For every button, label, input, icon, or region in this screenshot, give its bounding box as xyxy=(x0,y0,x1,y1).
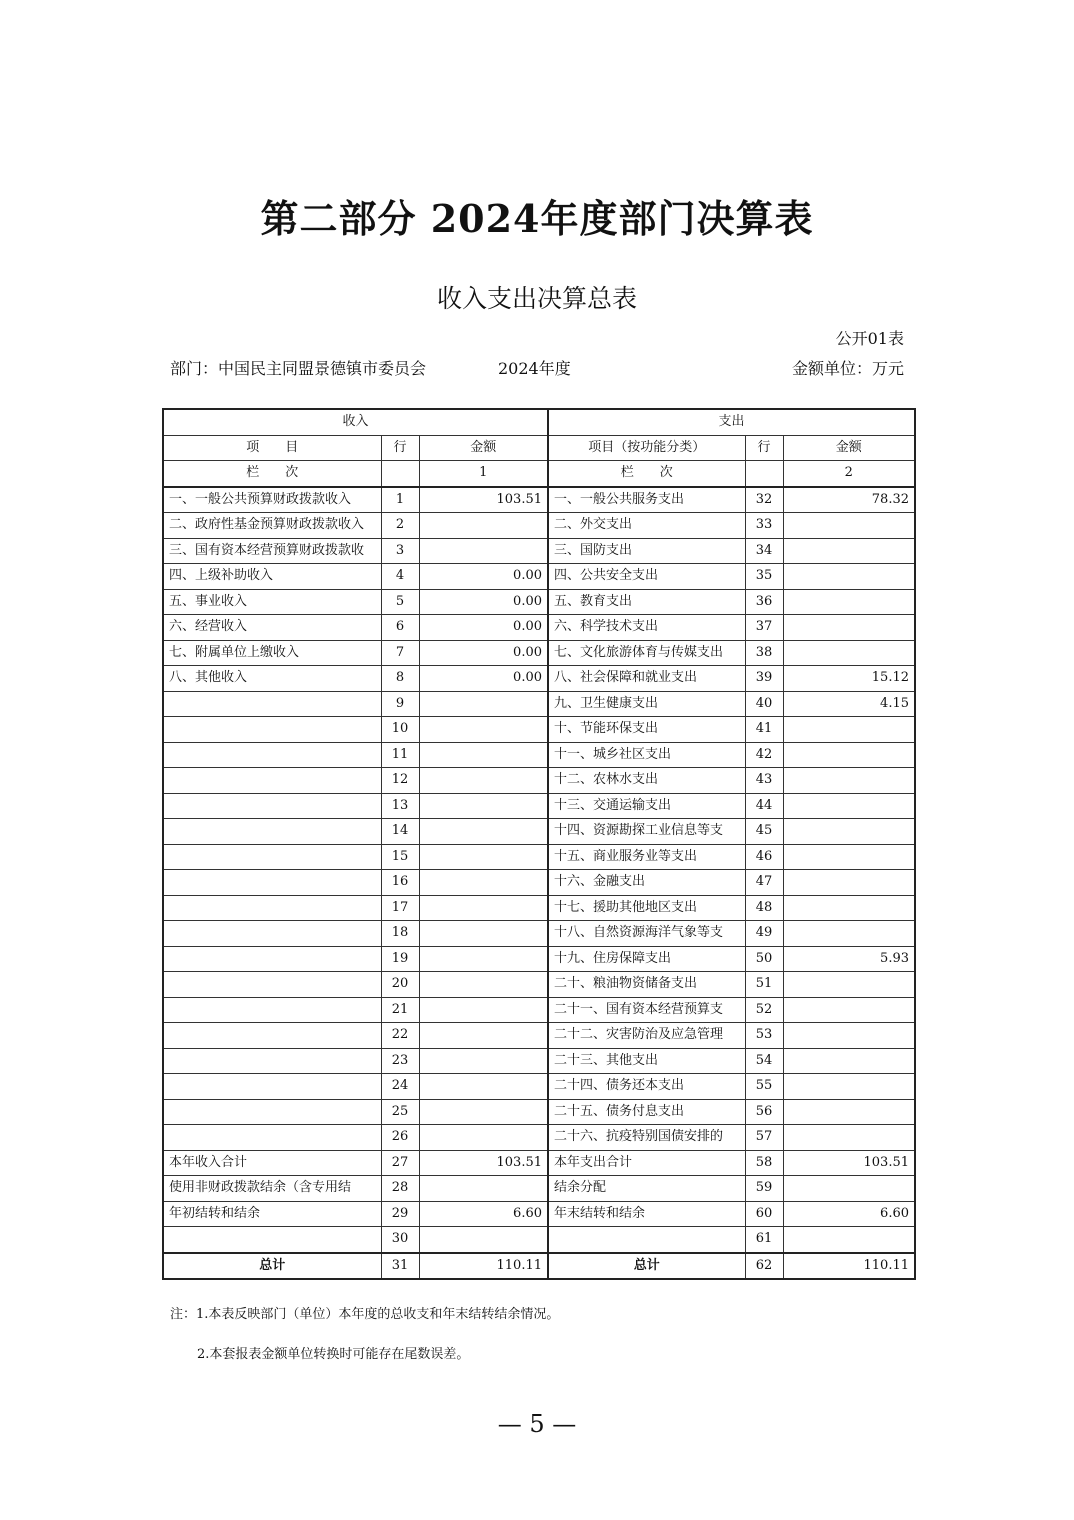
income-row-number: 24 xyxy=(381,1074,419,1100)
note-2: 2.本套报表金额单位转换时可能存在尾数误差。 xyxy=(197,1347,470,1362)
income-amount: 103.51 xyxy=(419,487,548,513)
col-label-2: 栏 次 xyxy=(548,461,745,487)
table-row xyxy=(163,564,915,590)
expense-amount xyxy=(783,1074,915,1100)
expense-amount xyxy=(783,972,915,998)
income-item xyxy=(163,1023,381,1049)
section-header-row xyxy=(163,409,915,435)
income-item xyxy=(163,717,381,743)
income-item xyxy=(163,819,381,845)
income-item: 六、经营收入 xyxy=(163,615,381,641)
expense-row-number: 59 xyxy=(745,1176,783,1202)
notes xyxy=(170,1303,559,1383)
expense-row-number: 38 xyxy=(745,640,783,666)
table-row xyxy=(163,1227,915,1253)
table-row xyxy=(163,666,915,692)
income-row-number: 11 xyxy=(381,742,419,768)
col-amount-2: 金额 xyxy=(783,435,915,461)
expense-row-number: 55 xyxy=(745,1074,783,1100)
income-row-number: 27 xyxy=(381,1150,419,1176)
income-row-number: 6 xyxy=(381,615,419,641)
expense-item: 十、节能环保支出 xyxy=(548,717,745,743)
expense-row-number: 57 xyxy=(745,1125,783,1151)
income-row-number: 3 xyxy=(381,538,419,564)
expense-amount xyxy=(783,895,915,921)
expense-amount xyxy=(783,819,915,845)
table-row xyxy=(163,1201,915,1227)
table-row xyxy=(163,487,915,513)
income-item xyxy=(163,768,381,794)
expense-row-number: 49 xyxy=(745,921,783,947)
expense-row-number: 33 xyxy=(745,513,783,539)
expense-row-number: 42 xyxy=(745,742,783,768)
income-row-number: 2 xyxy=(381,513,419,539)
income-row-number: 25 xyxy=(381,1099,419,1125)
expense-item: 十三、交通运输支出 xyxy=(548,793,745,819)
col-num-empty-1 xyxy=(381,461,419,487)
table-row xyxy=(163,972,915,998)
income-row-number: 1 xyxy=(381,487,419,513)
income-amount xyxy=(419,793,548,819)
expense-amount xyxy=(783,1176,915,1202)
expense-item: 二十、粮油物资储备支出 xyxy=(548,972,745,998)
expense-item: 十六、金融支出 xyxy=(548,870,745,896)
income-amount xyxy=(419,717,548,743)
income-row-number: 13 xyxy=(381,793,419,819)
income-row-number: 23 xyxy=(381,1048,419,1074)
expense-item: 四、公共安全支出 xyxy=(548,564,745,590)
income-amount: 6.60 xyxy=(419,1201,548,1227)
expense-row-number: 43 xyxy=(745,768,783,794)
expense-amount xyxy=(783,1023,915,1049)
expense-item: 七、文化旅游体育与传媒支出 xyxy=(548,640,745,666)
expense-row-number: 41 xyxy=(745,717,783,743)
expense-amount xyxy=(783,921,915,947)
col-num-empty-2 xyxy=(745,461,783,487)
income-amount xyxy=(419,1227,548,1253)
expense-row-number: 44 xyxy=(745,793,783,819)
income-amount xyxy=(419,1125,548,1151)
expense-row-number: 54 xyxy=(745,1048,783,1074)
expense-row-number: 45 xyxy=(745,819,783,845)
expense-amount: 103.51 xyxy=(783,1150,915,1176)
income-row-number: 15 xyxy=(381,844,419,870)
income-amount xyxy=(419,895,548,921)
expense-item: 二十三、其他支出 xyxy=(548,1048,745,1074)
income-row-number: 14 xyxy=(381,819,419,845)
income-amount: 0.00 xyxy=(419,589,548,615)
department-label: 部门：中国民主同盟景德镇市委员会 xyxy=(170,359,427,378)
expense-row-number: 53 xyxy=(745,1023,783,1049)
income-item xyxy=(163,742,381,768)
income-row-number: 22 xyxy=(381,1023,419,1049)
table-row xyxy=(163,1048,915,1074)
income-item: 本年收入合计 xyxy=(163,1150,381,1176)
column-number-row xyxy=(163,461,915,487)
expense-row-number: 35 xyxy=(745,564,783,590)
table-row xyxy=(163,538,915,564)
expense-item: 一、一般公共服务支出 xyxy=(548,487,745,513)
income-amount xyxy=(419,870,548,896)
income-row-number: 30 xyxy=(381,1227,419,1253)
total-row xyxy=(163,1253,915,1280)
income-amount xyxy=(419,972,548,998)
expense-row-number: 34 xyxy=(745,538,783,564)
income-amount: 0.00 xyxy=(419,640,548,666)
income-amount xyxy=(419,1074,548,1100)
income-item: 一、一般公共预算财政拨款收入 xyxy=(163,487,381,513)
table-row xyxy=(163,768,915,794)
expense-item: 十五、商业服务业等支出 xyxy=(548,844,745,870)
income-expense-table xyxy=(162,408,916,1280)
income-row-number: 9 xyxy=(381,691,419,717)
expense-amount xyxy=(783,768,915,794)
table-row xyxy=(163,691,915,717)
income-item: 八、其他收入 xyxy=(163,666,381,692)
income-item: 三、国有资本经营预算财政拨款收 xyxy=(163,538,381,564)
income-item xyxy=(163,997,381,1023)
income-item xyxy=(163,1099,381,1125)
table-row xyxy=(163,640,915,666)
income-row-number: 7 xyxy=(381,640,419,666)
expense-item: 二十五、债务付息支出 xyxy=(548,1099,745,1125)
expense-item: 六、科学技术支出 xyxy=(548,615,745,641)
income-item: 使用非财政拨款结余（含专用结 xyxy=(163,1176,381,1202)
income-item xyxy=(163,691,381,717)
income-amount xyxy=(419,768,548,794)
expense-row-number: 61 xyxy=(745,1227,783,1253)
income-row-number: 26 xyxy=(381,1125,419,1151)
expense-row-number: 52 xyxy=(745,997,783,1023)
income-item xyxy=(163,921,381,947)
expense-item: 十二、农林水支出 xyxy=(548,768,745,794)
expense-row-number: 50 xyxy=(745,946,783,972)
income-amount: 0.00 xyxy=(419,666,548,692)
expense-item: 二十四、债务还本支出 xyxy=(548,1074,745,1100)
income-item: 七、附属单位上缴收入 xyxy=(163,640,381,666)
income-amount xyxy=(419,819,548,845)
table-row xyxy=(163,1099,915,1125)
expense-item: 二、外交支出 xyxy=(548,513,745,539)
expense-total-amount: 110.11 xyxy=(783,1253,915,1280)
income-item xyxy=(163,1125,381,1151)
expense-amount xyxy=(783,615,915,641)
income-row-number: 10 xyxy=(381,717,419,743)
expense-row-number: 51 xyxy=(745,972,783,998)
income-item xyxy=(163,1227,381,1253)
income-total-label: 总计 xyxy=(163,1253,381,1280)
table-row xyxy=(163,921,915,947)
table-row xyxy=(163,1176,915,1202)
table-row xyxy=(163,717,915,743)
expense-item: 十八、自然资源海洋气象等支 xyxy=(548,921,745,947)
income-item xyxy=(163,972,381,998)
expense-item: 年末结转和结余 xyxy=(548,1201,745,1227)
income-row-number: 28 xyxy=(381,1176,419,1202)
expense-row-number: 60 xyxy=(745,1201,783,1227)
expense-item: 结余分配 xyxy=(548,1176,745,1202)
expense-amount xyxy=(783,1099,915,1125)
col-row: 行 xyxy=(381,435,419,461)
expense-row-number: 36 xyxy=(745,589,783,615)
income-row-number: 8 xyxy=(381,666,419,692)
table-row xyxy=(163,946,915,972)
income-item xyxy=(163,895,381,921)
page-number: — 5 — xyxy=(497,1410,577,1438)
income-amount xyxy=(419,997,548,1023)
income-amount xyxy=(419,513,548,539)
expense-amount xyxy=(783,640,915,666)
table-title: 收入支出决算总表 xyxy=(436,284,637,313)
table-row xyxy=(163,1074,915,1100)
page-title: 第二部分 2024年度部门决算表 xyxy=(260,196,814,241)
expense-amount xyxy=(783,870,915,896)
income-amount xyxy=(419,844,548,870)
expense-item: 十九、住房保障支出 xyxy=(548,946,745,972)
expense-total-row-number: 62 xyxy=(745,1253,783,1280)
expense-header: 支出 xyxy=(548,409,915,435)
income-row-number: 12 xyxy=(381,768,419,794)
expense-amount xyxy=(783,1125,915,1151)
expense-row-number: 48 xyxy=(745,895,783,921)
expense-amount xyxy=(783,1227,915,1253)
expense-total-label: 总计 xyxy=(548,1253,745,1280)
table-row xyxy=(163,1150,915,1176)
income-item: 二、政府性基金预算财政拨款收入 xyxy=(163,513,381,539)
expense-item: 十七、援助其他地区支出 xyxy=(548,895,745,921)
unit-label: 金额单位：万元 xyxy=(791,359,904,378)
income-amount xyxy=(419,1099,548,1125)
table-row xyxy=(163,513,915,539)
expense-amount: 4.15 xyxy=(783,691,915,717)
table-row xyxy=(163,895,915,921)
expense-amount xyxy=(783,589,915,615)
income-item: 五、事业收入 xyxy=(163,589,381,615)
col-amount: 金额 xyxy=(419,435,548,461)
col-item-func: 项目（按功能分类） xyxy=(548,435,745,461)
income-row-number: 17 xyxy=(381,895,419,921)
income-row-number: 19 xyxy=(381,946,419,972)
expense-amount: 15.12 xyxy=(783,666,915,692)
expense-item: 十四、资源勘探工业信息等支 xyxy=(548,819,745,845)
form-number: 公开01表 xyxy=(835,329,904,348)
table-row xyxy=(163,1125,915,1151)
expense-row-number: 40 xyxy=(745,691,783,717)
income-row-number: 20 xyxy=(381,972,419,998)
income-item: 年初结转和结余 xyxy=(163,1201,381,1227)
expense-amount xyxy=(783,1048,915,1074)
expense-item: 五、教育支出 xyxy=(548,589,745,615)
expense-item: 八、社会保障和就业支出 xyxy=(548,666,745,692)
table-row xyxy=(163,793,915,819)
expense-amount xyxy=(783,793,915,819)
income-item xyxy=(163,870,381,896)
expense-amount xyxy=(783,742,915,768)
income-item: 四、上级补助收入 xyxy=(163,564,381,590)
table-row xyxy=(163,589,915,615)
table-row xyxy=(163,997,915,1023)
col-item: 项 目 xyxy=(163,435,381,461)
expense-amount: 78.32 xyxy=(783,487,915,513)
col-label-1: 栏 次 xyxy=(163,461,381,487)
expense-item xyxy=(548,1227,745,1253)
table-row xyxy=(163,870,915,896)
expense-row-number: 58 xyxy=(745,1150,783,1176)
expense-row-number: 46 xyxy=(745,844,783,870)
expense-amount xyxy=(783,997,915,1023)
income-row-number: 4 xyxy=(381,564,419,590)
income-row-number: 18 xyxy=(381,921,419,947)
income-amount xyxy=(419,1176,548,1202)
income-item xyxy=(163,844,381,870)
income-amount: 0.00 xyxy=(419,564,548,590)
expense-amount: 5.93 xyxy=(783,946,915,972)
income-row-number: 29 xyxy=(381,1201,419,1227)
expense-row-number: 56 xyxy=(745,1099,783,1125)
income-header: 收入 xyxy=(163,409,548,435)
income-row-number: 5 xyxy=(381,589,419,615)
expense-item: 二十二、灾害防治及应急管理 xyxy=(548,1023,745,1049)
expense-item: 本年支出合计 xyxy=(548,1150,745,1176)
note-1: 注：1.本表反映部门（单位）本年度的总收支和年末结转结余情况。 xyxy=(170,1307,560,1322)
table-row xyxy=(163,844,915,870)
expense-amount xyxy=(783,538,915,564)
expense-amount xyxy=(783,844,915,870)
income-amount xyxy=(419,742,548,768)
income-item xyxy=(163,793,381,819)
income-item xyxy=(163,1048,381,1074)
col-num-2: 2 xyxy=(783,461,915,487)
expense-item: 九、卫生健康支出 xyxy=(548,691,745,717)
income-total-amount: 110.11 xyxy=(419,1253,548,1280)
col-row-2: 行 xyxy=(745,435,783,461)
income-item xyxy=(163,946,381,972)
expense-row-number: 39 xyxy=(745,666,783,692)
expense-row-number: 37 xyxy=(745,615,783,641)
expense-item: 二十六、抗疫特别国债安排的 xyxy=(548,1125,745,1151)
income-amount: 0.00 xyxy=(419,615,548,641)
expense-row-number: 32 xyxy=(745,487,783,513)
income-amount xyxy=(419,691,548,717)
income-amount xyxy=(419,538,548,564)
income-total-row-number: 31 xyxy=(381,1253,419,1280)
expense-item: 十一、城乡社区支出 xyxy=(548,742,745,768)
table-row xyxy=(163,615,915,641)
column-header-row xyxy=(163,435,915,461)
expense-amount xyxy=(783,513,915,539)
income-amount xyxy=(419,921,548,947)
expense-amount: 6.60 xyxy=(783,1201,915,1227)
expense-amount xyxy=(783,717,915,743)
income-row-number: 16 xyxy=(381,870,419,896)
expense-item: 三、国防支出 xyxy=(548,538,745,564)
income-amount xyxy=(419,1023,548,1049)
year-label: 2024年度 xyxy=(498,359,571,378)
income-amount: 103.51 xyxy=(419,1150,548,1176)
expense-row-number: 47 xyxy=(745,870,783,896)
col-num-1: 1 xyxy=(419,461,548,487)
expense-item: 二十一、国有资本经营预算支 xyxy=(548,997,745,1023)
table-row xyxy=(163,1023,915,1049)
expense-amount xyxy=(783,564,915,590)
table-row xyxy=(163,819,915,845)
income-amount xyxy=(419,1048,548,1074)
table-row xyxy=(163,742,915,768)
income-row-number: 21 xyxy=(381,997,419,1023)
income-item xyxy=(163,1074,381,1100)
income-amount xyxy=(419,946,548,972)
